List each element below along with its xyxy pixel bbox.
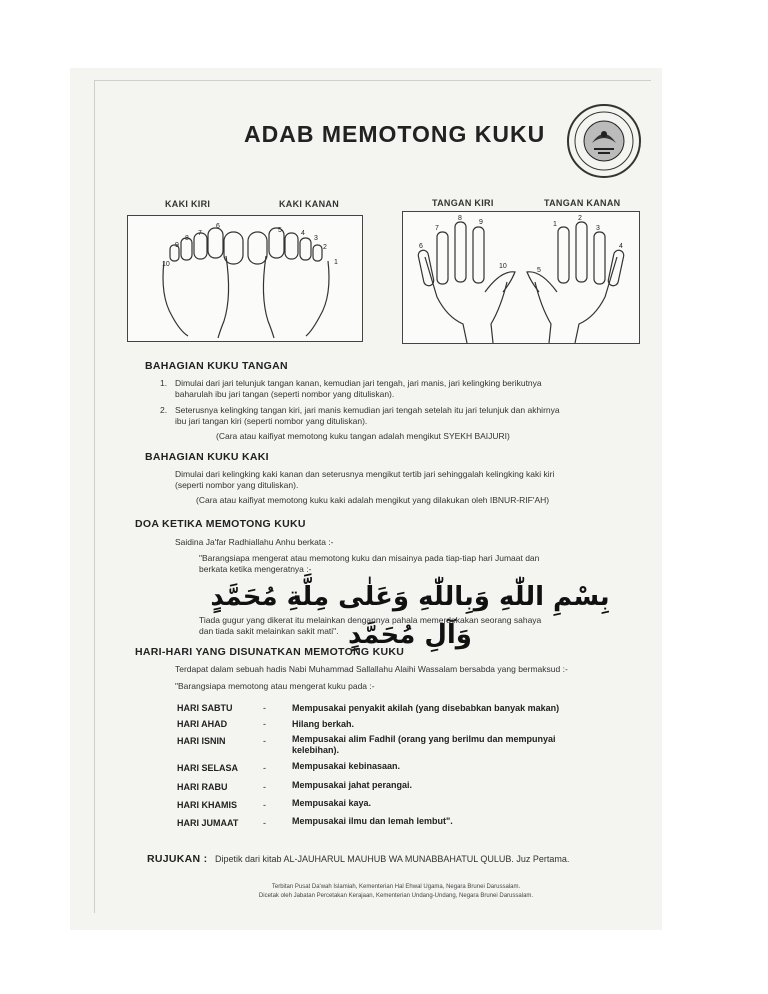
note-text: (Cara atau kaifiyat memotong kuku kaki adalah mengikut yang dilakukan oleh IBNUR-RIF'AH): [196, 495, 550, 505]
reference-text: Dipetik dari kitab AL-JAUHARUL MAUHUB WA MUNABBAHATUL QULUB. Juz Pertama.: [215, 854, 570, 864]
toe-number: 10: [162, 261, 170, 268]
day-meaning: Mempusakai ilmu dan lemah lembut".: [292, 816, 453, 826]
list-item-line: baharulah ibu jari tangan (seperti nombor yang dituliskan).: [175, 389, 395, 399]
day-name: HARI SABTU: [177, 703, 233, 713]
page-title: ADAB MEMOTONG KUKU: [244, 121, 546, 147]
note-text: (Cara atau kaifiyat memotong kuku tangan adalah mengikut SYEKH BAIJURI): [216, 431, 510, 441]
toe-number: 8: [185, 235, 189, 242]
finger-number: 8: [458, 215, 462, 222]
day-meaning: Hilang berkah.: [292, 719, 355, 729]
finger-number: 5: [537, 267, 541, 274]
finger-number: 9: [479, 219, 483, 226]
hands-diagram: [402, 211, 640, 344]
label-kaki-kanan: KAKI KANAN: [279, 199, 339, 209]
list-item-line: Dimulai dari jari telunjuk tangan kanan, kemudian jari tengah, jari manis, jari kelingking berikutnya: [175, 378, 542, 388]
toe-number: 9: [175, 242, 179, 249]
section-heading-doa: DOA KETIKA MEMOTONG KUKU: [135, 518, 306, 530]
day-dash: -: [263, 782, 266, 792]
day-meaning: Mempusakai jahat perangai.: [292, 780, 413, 790]
day-dash: -: [263, 736, 266, 746]
paragraph-line: dan tiada sakit melainkan sakit mati".: [199, 626, 339, 636]
hands-illustration: [403, 212, 639, 343]
arabic-text: بِسْمِ اللّٰهِ وَبِاللّٰهِ وَعَلٰى مِلَّةِ مُحَمَّدٍ وَآلِ مُحَمَّدٍ: [210, 582, 610, 650]
day-name: HARI ISNIN: [177, 736, 226, 746]
day-name: HARI RABU: [177, 782, 228, 792]
label-kaki-kiri: KAKI KIRI: [165, 199, 211, 209]
seal-emblem-icon: [566, 103, 642, 179]
day-meaning: kelebihan).: [292, 745, 340, 755]
paragraph-line: Dimulai dari kelingking kaki kanan dan seterusnya mengikut tertib jari sehinggalah kelingking kaki kiri: [175, 469, 555, 479]
day-meaning: Mempusakai alim Fadhil (orang yang berilmu dan mempunyai: [292, 734, 556, 744]
label-tangan-kiri: TANGAN KIRI: [432, 198, 494, 208]
toe-number: 1: [334, 259, 338, 266]
section-heading-tangan: BAHAGIAN KUKU TANGAN: [145, 360, 288, 372]
paragraph-line: Tiada gugur yang dikerat itu melainkan dengannya pahala memerdekakan seorang sahaya: [199, 615, 542, 625]
finger-number: 3: [596, 225, 600, 232]
toe-number: 7: [198, 230, 202, 237]
day-meaning: Mempusakai kaya.: [292, 798, 372, 808]
day-name: HARI SELASA: [177, 763, 239, 773]
list-item-line: Seterusnya kelingking tangan kiri, jari manis kemudian jari tengah setelah itu jari telunjuk dan akhirnya: [175, 405, 560, 415]
footer-line: Dicetak oleh Jabatan Percetakan Kerajaan, Kementerian Undang-Undang, Negara Brunei Darussalam.: [258, 893, 534, 899]
finger-number: 2: [578, 215, 582, 222]
quote-line: "Barangsiapa mengerat atau memotong kuku dan misainya pada tiap-tiap hari Jumaat dan: [199, 553, 540, 563]
finger-number: 1: [553, 221, 557, 228]
toe-number: 3: [314, 235, 318, 242]
day-dash: -: [263, 703, 266, 713]
day-dash: -: [263, 800, 266, 810]
item-number: 1.: [160, 378, 168, 388]
day-dash: -: [263, 763, 266, 773]
day-name: HARI KHAMIS: [177, 800, 237, 810]
feet-diagram: [127, 215, 363, 342]
paragraph-line: Terdapat dalam sebuah hadis Nabi Muhammad Sallallahu Alaihi Wassalam bersabda yang bermaksud :-: [175, 664, 568, 674]
footer-line: Terbitan Pusat Da'wah Islamiah, Kementerian Hal Ehwal Ugama, Negara Brunei Darussalam.: [271, 884, 521, 890]
day-meaning: Mempusakai penyakit akilah (yang disebabkan banyak makan): [292, 703, 560, 713]
toe-number: 2: [323, 244, 327, 251]
finger-number: 10: [499, 263, 507, 270]
quote-line: berkata ketika mengeratnya :-: [199, 564, 312, 574]
day-dash: -: [263, 818, 266, 828]
toe-number: 6: [216, 223, 220, 230]
section-heading-kaki: BAHAGIAN KUKU KAKI: [145, 451, 269, 463]
day-dash: -: [263, 719, 266, 729]
section-heading-hari: HARI-HARI YANG DISUNATKAN MEMOTONG KUKU: [135, 646, 405, 658]
quote-line: "Barangsiapa memotong atau mengerat kuku pada :-: [175, 681, 375, 691]
list-item-line: ibu jari tangan kiri (seperti nombor yang dituliskan).: [175, 416, 368, 426]
item-number: 2.: [160, 405, 168, 415]
finger-number: 4: [619, 243, 623, 250]
toe-number: 5: [278, 227, 282, 234]
finger-number: 7: [435, 225, 439, 232]
feet-illustration: [128, 216, 362, 341]
toe-number: 4: [301, 230, 305, 237]
label-tangan-kanan: TANGAN KANAN: [544, 198, 621, 208]
day-meaning: Mempusakai kebinasaan.: [292, 761, 401, 771]
day-name: HARI JUMAAT: [177, 818, 239, 828]
finger-number: 6: [419, 243, 423, 250]
paragraph-line: (seperti nombor yang dituliskan).: [175, 480, 299, 490]
day-name: HARI AHAD: [177, 719, 228, 729]
reference-label: RUJUKAN :: [147, 853, 208, 865]
paragraph-line: Saidina Ja'far Radhiallahu Anhu berkata :-: [175, 537, 334, 547]
